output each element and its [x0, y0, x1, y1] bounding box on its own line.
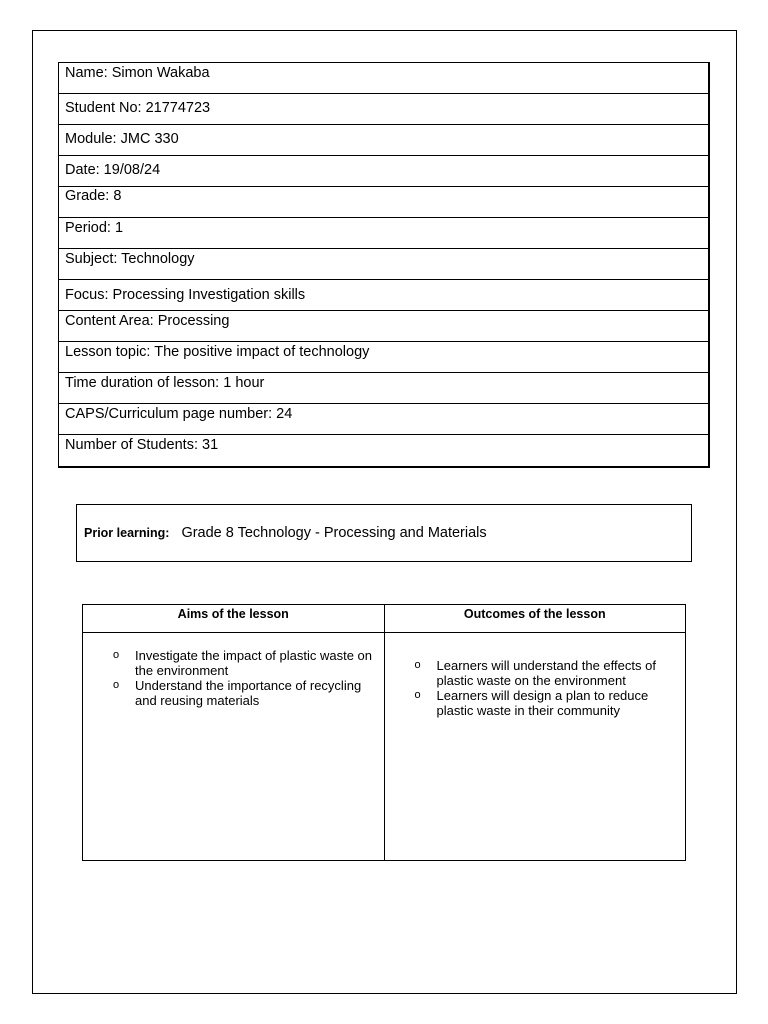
aims-outcomes-header-row — [83, 605, 685, 633]
list-item — [113, 678, 376, 708]
outcome-text: Learners will design a plan to reduce plastic waste in their community — [436, 688, 649, 718]
info-row-caps-page — [59, 404, 708, 435]
aims-cell — [83, 633, 385, 860]
list-item — [414, 658, 678, 688]
aims-outcomes-body-row — [83, 633, 685, 860]
info-row-name — [59, 63, 708, 94]
info-text: Content Area: Processing — [65, 313, 230, 329]
info-text: Student No: 21774723 — [65, 100, 211, 116]
aim-text: Understand the importance of recycling and reusing materials — [135, 678, 362, 708]
prior-learning-label: Prior learning: — [84, 526, 170, 540]
outcome-text: Learners will understand the effects of plastic waste on the environment — [436, 658, 656, 688]
outcomes-header: Outcomes of the lesson — [463, 607, 606, 621]
aims-header: Aims of the lesson — [83, 605, 385, 632]
info-row-subject — [59, 249, 708, 280]
info-text: Time duration of lesson: 1 hour — [65, 375, 265, 391]
info-text: Grade: 8 — [65, 188, 122, 204]
circle-bullet-icon: o — [113, 649, 120, 661]
info-row-content-area — [59, 311, 708, 342]
info-row-focus — [59, 280, 708, 311]
aims-list — [83, 648, 384, 708]
info-row-time-duration — [59, 373, 708, 404]
info-row-module — [59, 125, 708, 156]
aim-text: Investigate the impact of plastic waste on the environment — [135, 648, 373, 678]
info-text: Module: JMC 330 — [65, 131, 179, 147]
outcomes-cell — [385, 633, 686, 860]
info-row-lesson-topic — [59, 342, 708, 373]
circle-bullet-icon: o — [113, 679, 120, 691]
info-text: Name: Simon Wakaba — [65, 65, 210, 81]
info-text: Focus: Processing Investigation skills — [65, 287, 306, 303]
lesson-info-table — [58, 62, 710, 468]
info-row-date — [59, 156, 708, 187]
info-text: Number of Students: 31 — [65, 437, 219, 453]
list-item — [414, 688, 678, 718]
info-text: CAPS/Curriculum page number: 24 — [65, 406, 293, 422]
info-row-student-no — [59, 94, 708, 125]
prior-learning-box — [76, 504, 692, 562]
prior-learning-value: Grade 8 Technology - Processing and Materials — [181, 525, 487, 541]
info-row-number-of-students — [59, 435, 708, 466]
info-text: Lesson topic: The positive impact of technology — [65, 344, 370, 360]
list-item — [113, 648, 376, 678]
info-text: Period: 1 — [65, 220, 124, 236]
circle-bullet-icon: o — [414, 689, 421, 701]
outcomes-list — [385, 658, 686, 718]
info-text: Date: 19/08/24 — [65, 162, 161, 178]
aims-outcomes-table — [82, 604, 686, 861]
info-row-grade — [59, 187, 708, 218]
info-text: Subject: Technology — [65, 251, 195, 267]
info-row-period — [59, 218, 708, 249]
circle-bullet-icon: o — [414, 659, 421, 671]
